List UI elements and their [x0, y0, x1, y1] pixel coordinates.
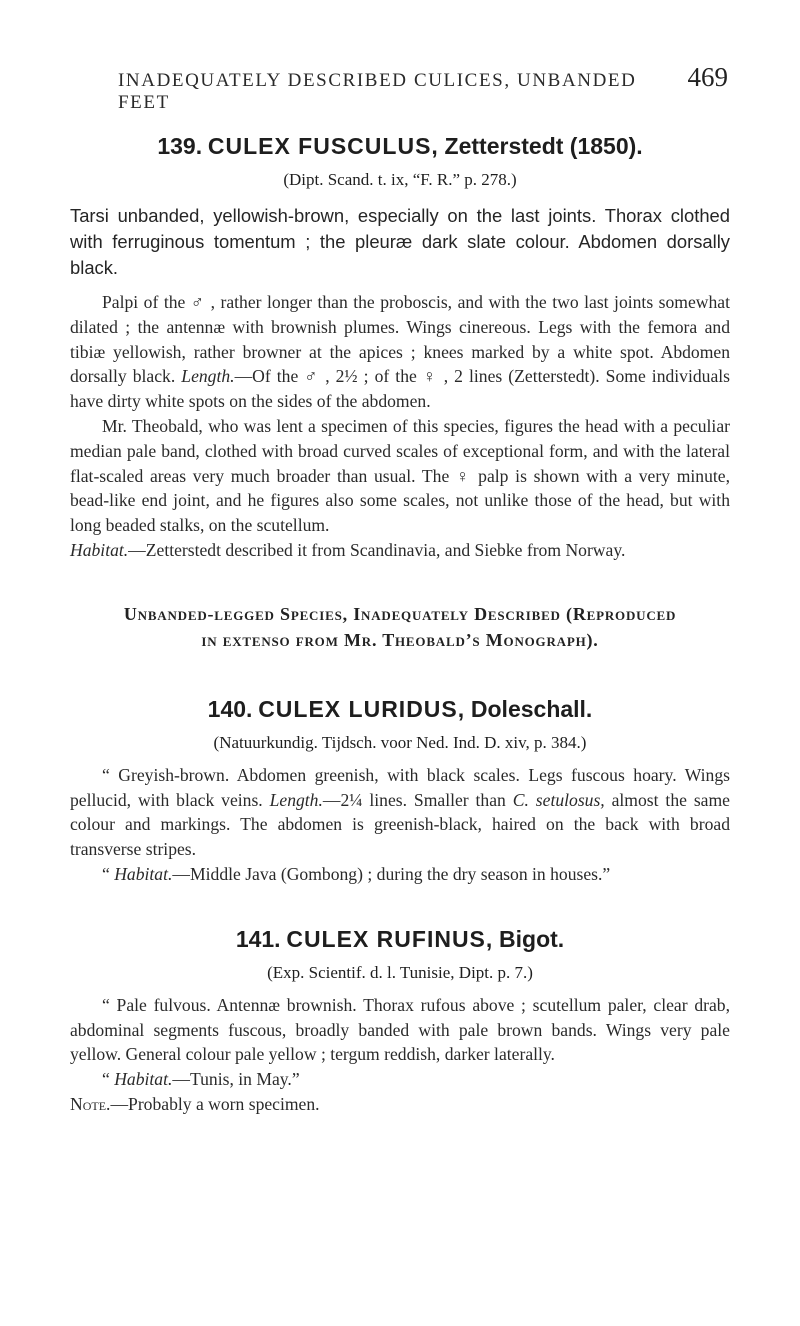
- species-reference: (Natuurkundig. Tijdsch. voor Ned. Ind. D. xiv, p. 384.): [213, 732, 587, 752]
- habitat-text: —Zetterstedt described it from Scandinavia, and Siebke from Norway.: [128, 539, 626, 560]
- description-paragraph: [70, 290, 730, 414]
- running-header: [118, 62, 728, 114]
- note-paragraph: [70, 1092, 730, 1117]
- section-heading-line-1: Unbanded-legged Species, Inadequately Described (Reproduced: [123, 603, 677, 624]
- species-reference: (Exp. Scientif. d. l. Tunisie, Dipt. p. 7.): [267, 962, 533, 982]
- habitat-label: Habitat.: [114, 1069, 173, 1090]
- habitat-paragraph: [70, 538, 730, 563]
- species-entry-rufinus: [70, 925, 730, 1117]
- species-summary: Tarsi unbanded, yellowish-brown, especially on the last joints. Thorax clothed with ferruginous tomentum ; the pleuræ dark slate colour. Abdomen dorsally black.: [70, 205, 730, 278]
- note-text: —Probably a worn specimen.: [110, 1093, 320, 1114]
- description-paragraph: [70, 763, 730, 862]
- note-label: Note.: [70, 1093, 111, 1114]
- text-run: almost the same colour and markings. The abdomen is greenish-black, haired on the back with broad transverse stripes.: [70, 789, 730, 860]
- species-entry-fusculus: [70, 132, 730, 563]
- species-number: 140.: [207, 695, 253, 722]
- species-author: Bigot.: [499, 925, 565, 952]
- description-paragraph: Mr. Theobald, who was lent a specimen of this species, figures the head with a peculiar median pale band, clothed with broad curved scales of exceptional form, and with the lateral flat-scaled areas very much broader than usual. The ♀ palp is shown with a very minute, bead-like end joint, and he figures also some scales, not unlike those of the head, but with long beaded stalks, on the scutellum.: [70, 415, 730, 536]
- species-author: Zetterstedt (1850).: [444, 133, 643, 159]
- species-number: 141.: [235, 925, 281, 952]
- species-name: CULEX RUFINUS,: [286, 925, 494, 952]
- length-label: Length.: [181, 366, 235, 387]
- habitat-label: Habitat.: [70, 539, 129, 560]
- text-run: “ Greyish-brown. Abdomen greenish, with black scales. Legs fuscous hoary. Wings pellucid, with black veins.: [70, 764, 730, 810]
- species-heading: [70, 695, 730, 724]
- running-title: INADEQUATELY DESCRIBED CULICES, UNBANDED FEET: [118, 70, 637, 113]
- habitat-paragraph: [70, 862, 730, 887]
- text-run: —2¼ lines. Smaller than: [322, 789, 513, 810]
- species-name: CULEX FUSCULUS,: [207, 133, 439, 159]
- page-body: [70, 132, 730, 1117]
- habitat-paragraph: [70, 1067, 730, 1092]
- species-heading: [70, 132, 730, 161]
- species-number: 139.: [157, 133, 203, 159]
- quote-mark: “: [102, 1069, 115, 1090]
- page-number: 469: [687, 62, 728, 92]
- species-reference: (Dipt. Scand. t. ix, “F. R.” p. 278.): [283, 170, 517, 189]
- species-name: CULEX LURIDUS,: [258, 695, 466, 722]
- text-run: —Of the ♂ , 2½ ; of the ♀ , 2 lines (Zetterstedt). Some individuals have dirty white spots on the sides of the abdomen.: [70, 366, 730, 412]
- habitat-text: —Tunis, in May.”: [172, 1069, 300, 1090]
- length-label: Length.: [269, 789, 323, 810]
- comparison-species: C. setulosus,: [512, 789, 605, 810]
- text-run: Palpi of the ♂ , rather longer than the proboscis, and with the two last joints somewhat dilated ; the antennæ with brownish plumes. Wings cinereous. Legs with the femora and tibiæ yellowish, rather browner at the apices ; knees marked by a white spot. Abdomen dorsally black.: [70, 292, 730, 387]
- species-entry-luridus: [70, 695, 730, 887]
- habitat-label: Habitat.: [114, 863, 173, 884]
- species-heading: [70, 925, 730, 954]
- section-heading: [70, 601, 730, 653]
- quote-mark: “: [102, 863, 115, 884]
- description-paragraph: “ Pale fulvous. Antennæ brownish. Thorax rufous above ; scutellum paler, clear drab, abdominal segments fuscous, broadly banded with pale brown bands. Wings very pale yellow. General colour pale yellow ; tergum reddish, darker laterally.: [70, 994, 730, 1065]
- species-author: Doleschall.: [470, 695, 593, 722]
- section-heading-line-2: in extenso from Mr. Theobald’s Monograph).: [201, 629, 599, 650]
- habitat-text: —Middle Java (Gombong) ; during the dry season in houses.”: [172, 863, 611, 884]
